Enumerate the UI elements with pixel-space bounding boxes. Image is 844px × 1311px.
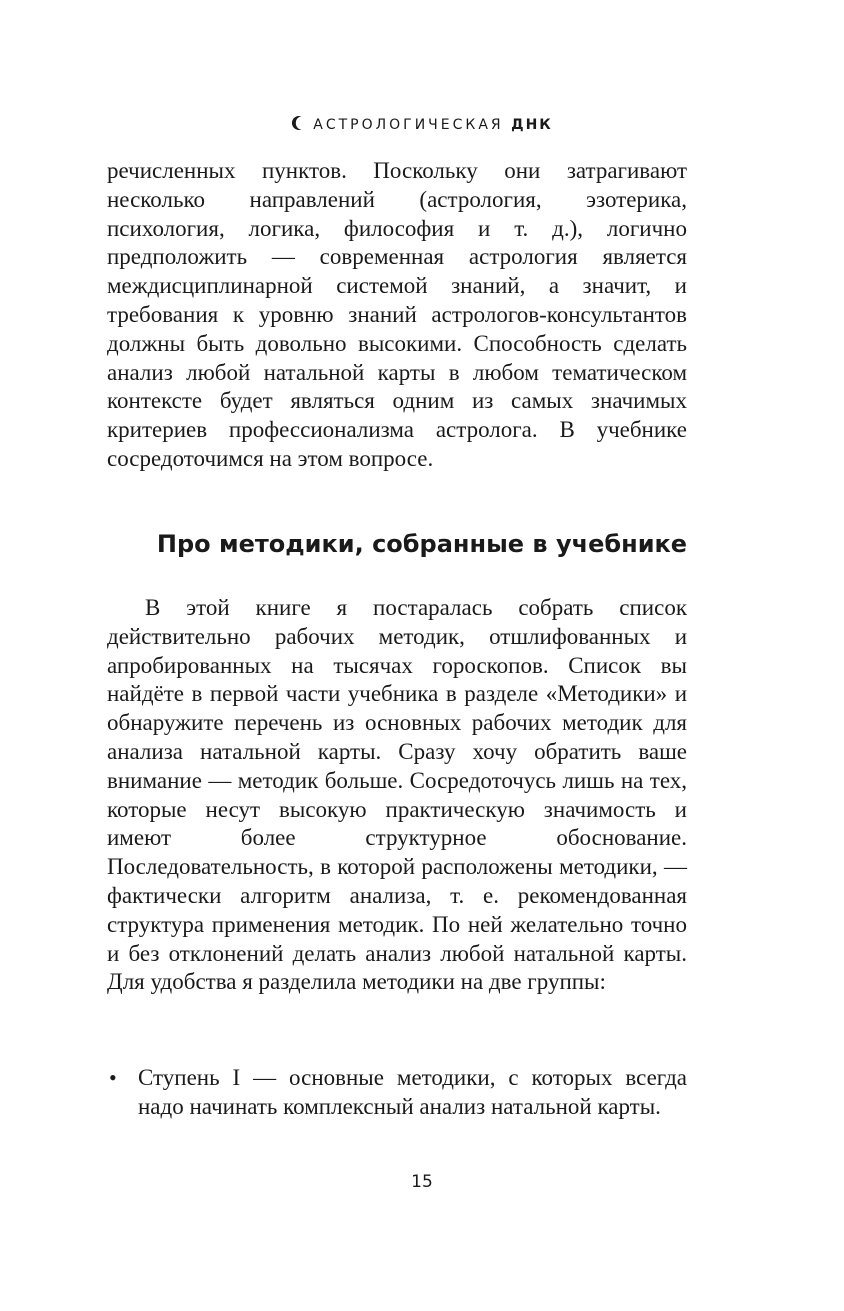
section-heading: Про методики, собранные в учебнике (156, 530, 688, 558)
list-item-text: Ступень I — основные методики, с которых всегда надо начинать комплексный анализ натальной карты. (138, 1065, 687, 1119)
header-brand: ДНК (511, 117, 553, 133)
running-header (0, 115, 844, 133)
bullet-icon: • (109, 1065, 117, 1090)
list-item (107, 1063, 687, 1121)
page-number: 15 (411, 1172, 433, 1192)
crescent-moon-icon (291, 115, 307, 131)
header-title: АСТРОЛОГИЧЕСКАЯ (313, 117, 504, 133)
bullet-list (107, 1063, 687, 1121)
body-paragraph-continued: речисленных пунктов. Поскольку они затрагивают несколько направлений (астрология, эзотерика, психология, логика, философия и т. д.), логично предположить — современная астрология является междисциплинарной системой знаний, а значит, и требования к уровню знаний астрологов-консультантов должны быть довольно высокими. Способность сделать анализ любой натальной карты в любом тематическом контексте будет являться одним из самых значимых критериев профессионализма астролога. В учебнике сосредоточимся на этом вопросе. (107, 158, 687, 471)
body-paragraph: В этой книге я постаралась собрать список действительно рабочих методик, отшлифованных и апробированных на тысячах гороскопов. Список вы найдёте в первой части учебника в разделе «Методики» и обнаружите перечень из основных рабочих методик для анализа натальной карты. Сразу хочу обратить ваше внимание — методик больше. Сосредоточусь лишь на тех, которые несут высокую практическую значимость и имеют более структурное обоснование. Последовательность, в которой расположены методики, — фактически алгоритм анализа, т. е. рекомендованная структура применения методик. По ней желательно точно и без отклонений делать анализ любой натальной карты. Для удобства я разделила методики на две группы: (107, 595, 687, 995)
